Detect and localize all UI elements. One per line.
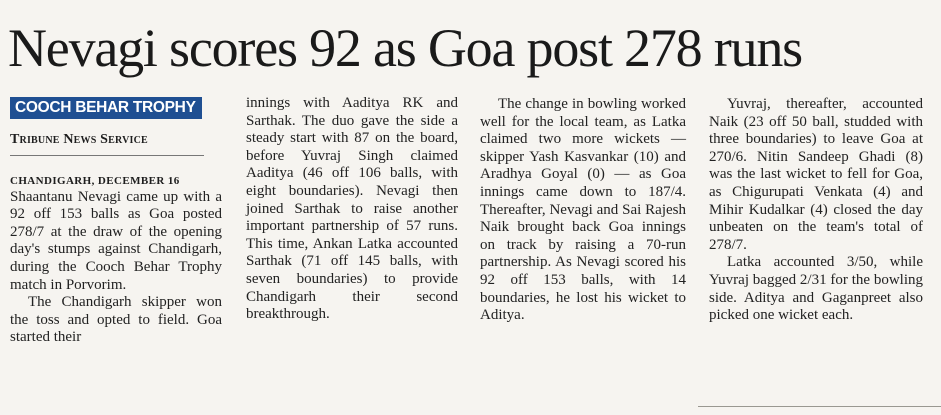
column-2 xyxy=(246,95,458,324)
column-4 xyxy=(709,96,923,325)
column-1 xyxy=(10,96,222,347)
byline: Tribune News Service xyxy=(10,132,148,147)
byline-divider xyxy=(10,155,204,156)
column-3 xyxy=(480,96,686,325)
section-tag: COOCH BEHAR TROPHY xyxy=(10,97,202,119)
paragraph-5: Latka accounted 3/50, while Yuvraj bagged 2/31 for the bowling side. Aditya and Gaganpreet also picked one wicket each. xyxy=(709,254,923,324)
paragraph-2-start: The Chandigarh skipper won the toss and opted to field. Goa started their xyxy=(10,294,222,346)
paragraph-4: Yuvraj, thereafter, accounted Naik (23 off 50 ball, studded with three boundaries) to leave Goa at 270/6. Nitin Sandeep Ghadi (8) was the last wicket to fell for Goa, as Chigurupati Venkata (4) and Mihir Kudalkar (4) closed the day unbeaten on the team's total of 278/7. xyxy=(709,96,923,253)
paragraph-2-continued: innings with Aaditya RK and Sarthak. The duo gave the side a steady start with 87 on the board, before Yuvraj Singh claimed Aaditya (46 off 106 balls, with eight boundaries). Nevagi then joined Sarthak to raise another important partnership of 57 runs. This time, Ankan Latka accounted Sarthak (71 off 145 balls, with seven boundaries) to provide Chandigarh their second breakthrough. xyxy=(246,95,458,323)
paragraph-3: The change in bowling worked well for the local team, as Latka claimed two more wickets — skipper Yash Kasvankar (10) and Aradhya Goyal (0) — as Goa innings came down to 187/4. Thereafter, Nevagi and Sai Rajesh Naik brought back Goa innings on track by raising a 70-run partnership. As Nevagi scored his 92 off 153 balls, with 14 boundaries, he lost his wicket to Aditya. xyxy=(480,96,686,324)
headline: Nevagi scores 92 as Goa post 278 runs xyxy=(8,18,802,78)
dateline: CHANDIGARH, DECEMBER 16 xyxy=(10,174,180,187)
bottom-divider xyxy=(698,406,941,407)
lede-paragraph: Shaantanu Nevagi came up with a 92 off 153 balls as Goa posted 278/7 at the draw of the opening day's stumps against Chandigarh, during the Cooch Behar Trophy match in Porvorim. xyxy=(10,188,222,293)
